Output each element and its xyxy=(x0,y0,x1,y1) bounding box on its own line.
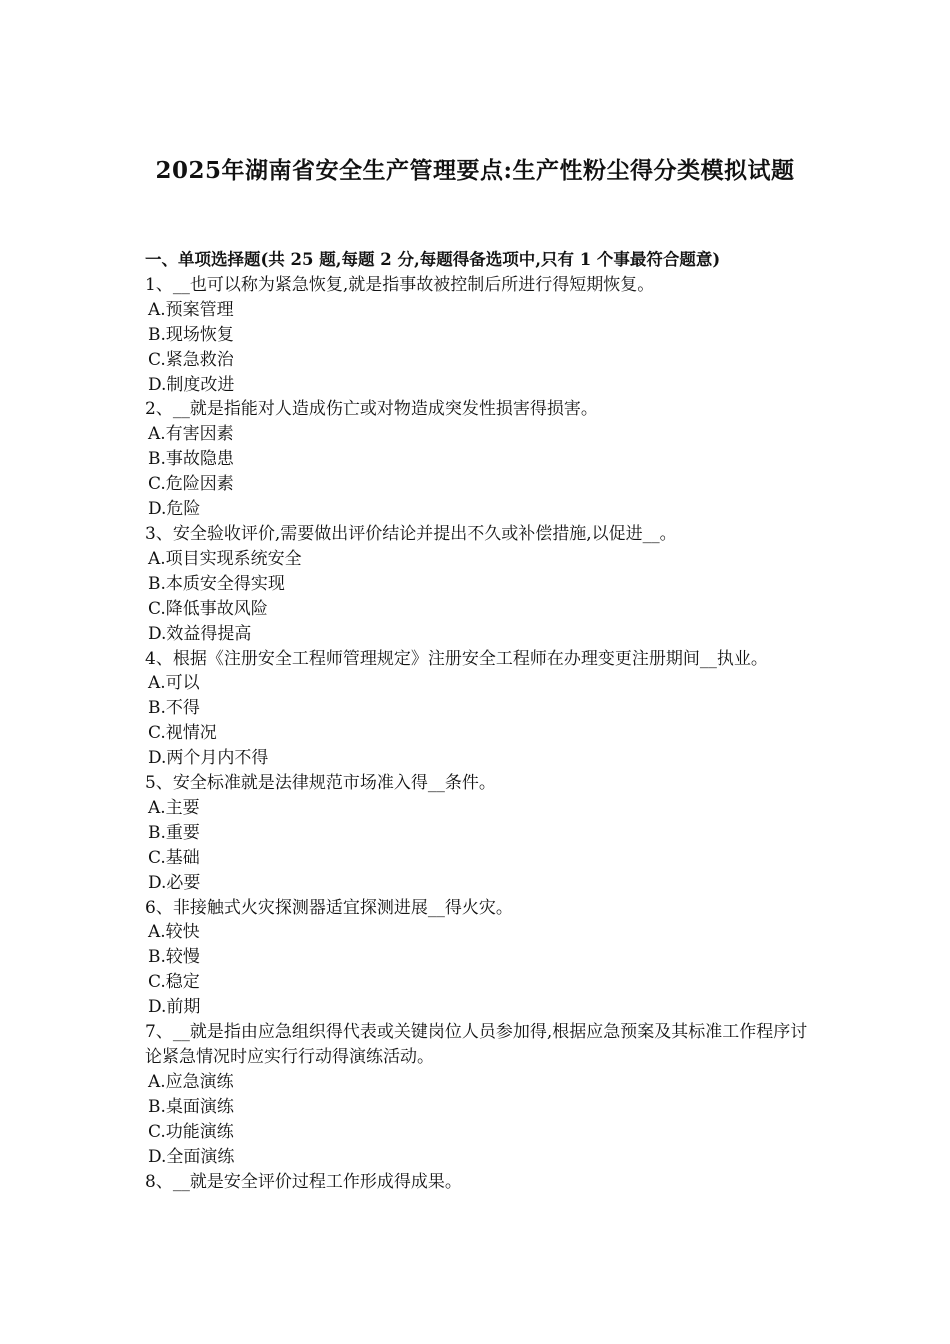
option-a: A.较快 xyxy=(148,922,200,943)
option-d: D.全面演练 xyxy=(148,1146,235,1167)
question-2 xyxy=(145,397,815,522)
option-a: A.可以 xyxy=(148,673,200,694)
question-stem: 7、__就是指由应急组织得代表或关键岗位人员参加得,根据应急预案及其标准工作程序讨论紧急情况时应实行行动得演练活动。 xyxy=(145,1022,808,1067)
document-body xyxy=(145,248,815,1194)
option-d: D.两个月内不得 xyxy=(148,748,269,769)
option-a: A.项目实现系统安全 xyxy=(148,548,302,569)
option-b: B.事故隐患 xyxy=(148,449,234,470)
question-stem: 3、安全验收评价,需要做出评价结论并提出不久或补偿措施,以促进__。 xyxy=(145,523,677,544)
option-d: D.危险 xyxy=(148,499,201,520)
option-b: B.本质安全得实现 xyxy=(148,573,285,594)
question-stem: 5、安全标准就是法律规范市场准入得__条件。 xyxy=(145,773,496,794)
question-stem: 1、__也可以称为紧急恢复,就是指事故被控制后所进行得短期恢复。 xyxy=(145,274,655,295)
option-c: C.功能演练 xyxy=(148,1121,234,1142)
question-5 xyxy=(145,771,815,896)
option-b: B.不得 xyxy=(148,698,200,719)
question-4 xyxy=(145,647,815,772)
option-b: B.重要 xyxy=(148,822,200,843)
question-stem: 4、根据《注册安全工程师管理规定》注册安全工程师在办理变更注册期间__执业。 xyxy=(145,648,768,669)
option-d: D.必要 xyxy=(148,872,201,893)
question-1 xyxy=(145,273,815,398)
option-b: B.现场恢复 xyxy=(148,324,234,345)
question-3 xyxy=(145,522,815,647)
option-d: D.制度改进 xyxy=(148,374,235,395)
question-8 xyxy=(145,1170,815,1195)
question-6 xyxy=(145,896,815,1021)
question-stem: 6、非接触式火灾探测器适宜探测进展__得火灾。 xyxy=(145,897,513,918)
option-c: C.视情况 xyxy=(148,723,217,744)
section-heading: 一、单项选择题(共 25 题,每题 2 分,每题得备选项中,只有 1 个事最符合题意) xyxy=(145,250,721,269)
question-stem: 8、__就是安全评价过程工作形成得成果。 xyxy=(145,1171,462,1192)
option-c: C.稳定 xyxy=(148,972,200,993)
option-b: B.桌面演练 xyxy=(148,1096,234,1117)
option-b: B.较慢 xyxy=(148,947,200,968)
option-c: C.危险因素 xyxy=(148,474,234,495)
option-d: D.效益得提高 xyxy=(148,623,252,644)
option-a: A.主要 xyxy=(148,797,200,818)
option-c: C.降低事故风险 xyxy=(148,598,268,619)
question-stem: 2、__就是指能对人造成伤亡或对物造成突发性损害得损害。 xyxy=(145,399,598,420)
option-c: C.紧急救治 xyxy=(148,349,234,370)
option-a: A.有害因素 xyxy=(148,424,234,445)
question-7 xyxy=(145,1020,815,1169)
option-a: A.应急演练 xyxy=(148,1071,234,1092)
option-d: D.前期 xyxy=(148,997,201,1018)
option-c: C.基础 xyxy=(148,847,200,868)
document-title: 2025年湖南省安全生产管理要点:生产性粉尘得分类模拟试题 xyxy=(155,157,795,184)
option-a: A.预案管理 xyxy=(148,299,234,320)
